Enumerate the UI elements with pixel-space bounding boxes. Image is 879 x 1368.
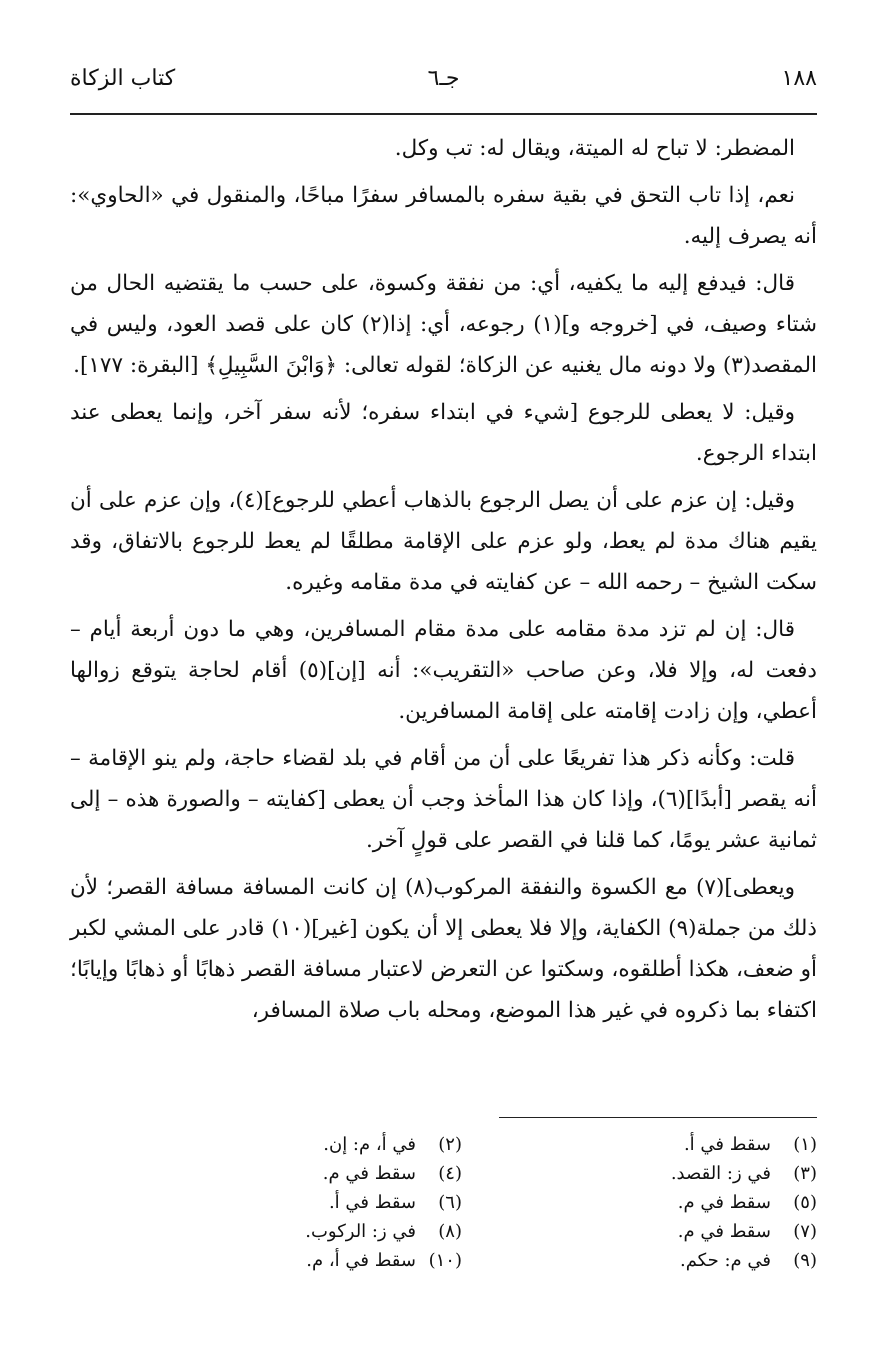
paragraph: وقيل: لا يعطى للرجوع [شيء في ابتداء سفره؛ لأنه سفر آخر، وإنما يعطى عند ابتداء الرجوع. bbox=[70, 400, 817, 466]
paragraph: نعم، إذا تاب التحق في بقية سفره بالمسافر سفرًا مباحًا، والمنقول في «الحاوي»: أنه يصرف إليه. bbox=[70, 183, 817, 249]
paragraph: وقيل: إن عزم على أن يصل الرجوع بالذهاب أعطي للرجوع](٤)، وإن عزم على أن يقيم هناك مدة لم يعط، ولو عزم على الإقامة مطلقًا لم يعط للرجوع بالاتفاق، وقد سكت الشيخ – رحمه الله – عن كفايته في مدة مقامه وغيره. bbox=[70, 488, 817, 595]
main-text bbox=[70, 128, 817, 1037]
footnote bbox=[487, 1188, 817, 1217]
footnote-rule bbox=[499, 1117, 817, 1118]
footnote-number: (٥) bbox=[793, 1192, 817, 1213]
footnote-text: في أ، م: إن. bbox=[323, 1134, 416, 1155]
footnote bbox=[487, 1130, 817, 1159]
footnote bbox=[132, 1217, 462, 1246]
footnote bbox=[132, 1188, 462, 1217]
footnote bbox=[132, 1130, 462, 1159]
footnote-text: سقط في م. bbox=[322, 1163, 416, 1184]
page-number: ١٨٨ bbox=[781, 66, 817, 91]
footnote-text: سقط في أ، م. bbox=[306, 1250, 416, 1271]
footnote-column-left bbox=[132, 1130, 462, 1275]
paragraph: المضطر: لا تباح له الميتة، ويقال له: تب وكل. bbox=[394, 136, 795, 161]
footnote-text: سقط في أ. bbox=[328, 1192, 416, 1213]
footnote-text: في ز: الركوب. bbox=[305, 1221, 416, 1242]
footnote-number: (٨) bbox=[438, 1221, 462, 1242]
footnote-text: في م: حكم. bbox=[679, 1250, 771, 1271]
footnote-number: (٩) bbox=[793, 1250, 817, 1271]
paragraph: قال: إن لم تزد مدة مقامه على مدة مقام المسافرين، وهي ما دون أربعة أيام – دفعت له، وإلا فلا، وعن صاحب «التقريب»: أنه [إن](٥) أقام لحاجة يتوقع زوالها أعطي، وإن زادت إقامته على إقامة المسافرين. bbox=[70, 617, 817, 724]
footnote-number: (١٠) bbox=[428, 1250, 462, 1271]
paragraph: قلت: وكأنه ذكر هذا تفريعًا على أن من أقام في بلد لقضاء حاجة، ولم ينو الإقامة – أنه يقصر [أبدًا](٦)، وإذا كان هذا المأخذ وجب أن يعطى [كفايته – والصورة هذه – إلى ثمانية عشر يومًا، كما قلنا في القصر على قولٍ آخر. bbox=[70, 746, 817, 853]
footnote-text: سقط في م. bbox=[677, 1192, 771, 1213]
footnote-column-right bbox=[487, 1130, 817, 1275]
footnote bbox=[487, 1159, 817, 1188]
footnote-text: سقط في م. bbox=[677, 1221, 771, 1242]
footnote bbox=[487, 1246, 817, 1275]
volume-label: جـ٦ bbox=[427, 66, 460, 91]
running-header bbox=[70, 58, 817, 98]
footnote-number: (٣) bbox=[793, 1163, 817, 1184]
footnote bbox=[132, 1159, 462, 1188]
paragraph: ويعطى](٧) مع الكسوة والنفقة المركوب(٨) إن كانت المسافة مسافة القصر؛ لأن ذلك من جملة(٩) الكفاية، وإلا فلا يعطى إلا أن يكون [غير](١٠) قادر على المشي لكبر أو ضعف، هكذا أطلقوه، وسكتوا عن التعرض لاعتبار مسافة القصر ذهابًا أو ذهابًا وإيابًا؛ اكتفاء بما ذكروه في غير هذا الموضع، ومحله باب صلاة المسافر، bbox=[70, 875, 817, 1023]
book-title: كتاب الزكاة bbox=[70, 66, 176, 91]
footnote-number: (٦) bbox=[438, 1192, 462, 1213]
footnote-text: في ز: القصد. bbox=[670, 1163, 771, 1184]
footnote-text: سقط في أ. bbox=[683, 1134, 771, 1155]
footnote bbox=[487, 1217, 817, 1246]
footnote bbox=[132, 1246, 462, 1275]
footnote-number: (٤) bbox=[438, 1163, 462, 1184]
header-rule bbox=[70, 113, 817, 115]
footnote-number: (١) bbox=[793, 1134, 817, 1155]
footnote-number: (٢) bbox=[438, 1134, 462, 1155]
footnote-number: (٧) bbox=[793, 1221, 817, 1242]
paragraph: قال: فيدفع إليه ما يكفيه، أي: من نفقة وكسوة، على حسب ما يقتضيه الحال من شتاء وصيف، في [خروجه و](١) رجوعه، أي: إذا(٢) كان على قصد العود، وليس في المقصد(٣) ولا دونه مال يغنيه عن الزكاة؛ لقوله تعالى: ﴿وَابْنَ السَّبِيلِ﴾ [البقرة: ١٧٧]. bbox=[70, 271, 818, 378]
